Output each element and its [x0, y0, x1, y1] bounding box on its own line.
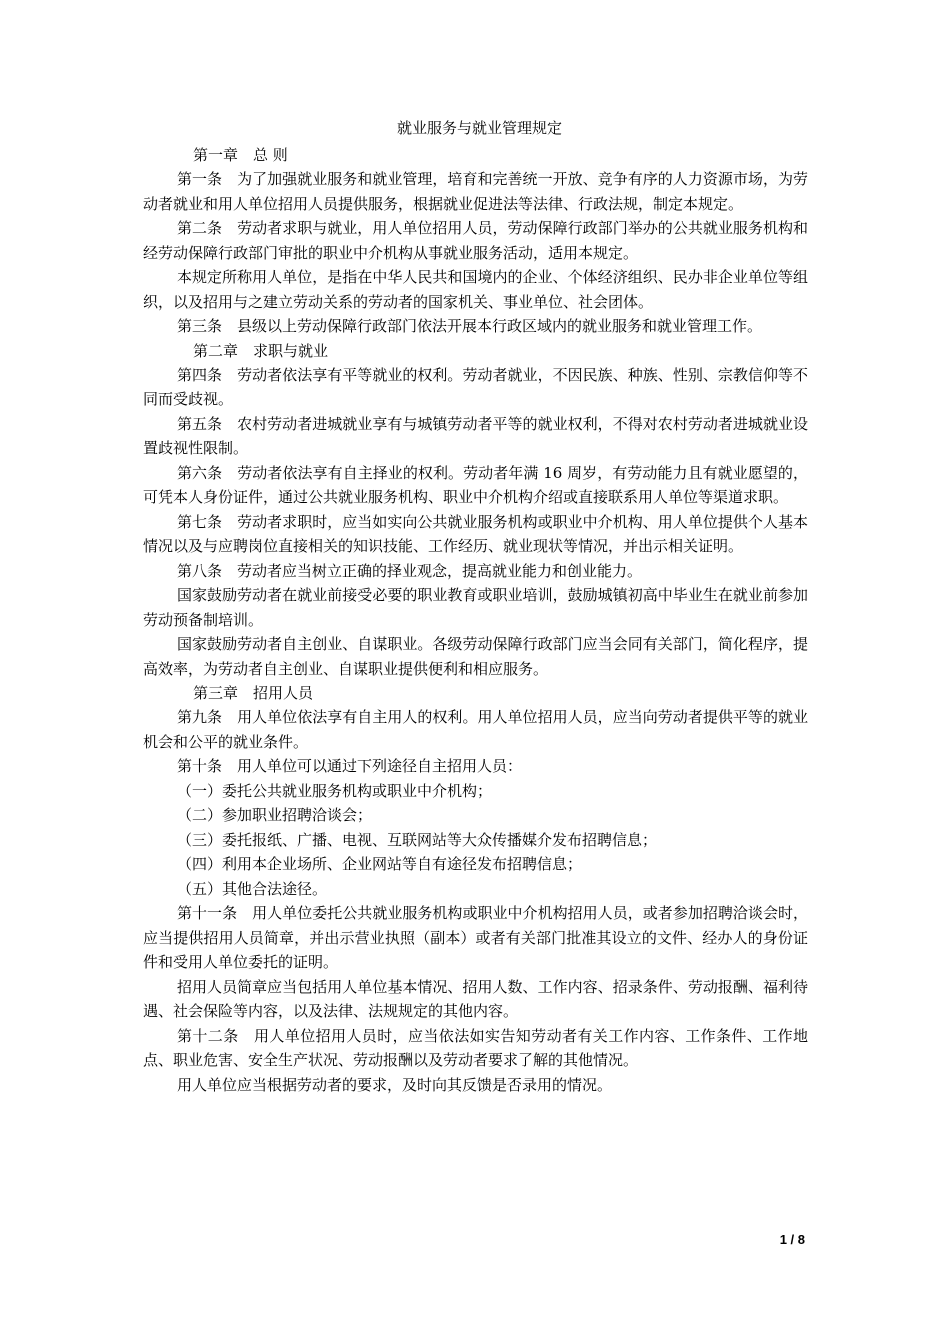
list-item: （五）其他合法途径。: [177, 879, 328, 898]
paragraph: 第五条 农村劳动者进城就业享有与城镇劳动者平等的就业权利，不得对农村劳动者进城就业设置歧视性限制。: [143, 414, 808, 457]
document-blocks: [143, 143, 808, 1097]
list-item: （四）利用本企业场所、企业网站等自有途径发布招聘信息；: [177, 855, 583, 873]
paragraph: 第七条 劳动者求职时，应当如实向公共就业服务机构或职业中介机构、用人单位提供个人基本情况以及与应聘岗位直接相关的知识技能、工作经历、就业现状等情况，并出示相关证明。: [143, 512, 808, 555]
chapter-heading: 第二章 求职与就业: [193, 341, 329, 360]
list-item: （三）委托报纸、广播、电视、互联网站等大众传播媒介发布招聘信息；: [177, 830, 658, 849]
list-item: （一）委托公共就业服务机构或职业中介机构；: [177, 781, 493, 800]
paragraph: 第六条 劳动者依法享有自主择业的权利。劳动者年满 16 周岁，有劳动能力且有就业愿望的，可凭本人身份证件，通过公共就业服务机构、职业中介机构介绍或直接联系用人单位等渠道求职。: [143, 463, 808, 506]
paragraph: 第二条 劳动者求职与就业，用人单位招用人员，劳动保障行政部门举办的公共就业服务机构和经劳动保障行政部门审批的职业中介机构从事就业服务活动，适用本规定。: [143, 219, 808, 262]
paragraph: 用人单位应当根据劳动者的要求，及时向其反馈是否录用的情况。: [177, 1075, 613, 1094]
document-body: [143, 115, 808, 1097]
paragraph: 第一条 为了加强就业服务和就业管理，培育和完善统一开放、竞争有序的人力资源市场，为劳动者就业和用人单位招用人员提供服务，根据就业促进法等法律、行政法规，制定本规定。: [143, 170, 808, 213]
paragraph: 招用人员简章应当包括用人单位基本情况、招用人数、工作内容、招录条件、劳动报酬、福利待遇、社会保险等内容，以及法律、法规规定的其他内容。: [143, 977, 808, 1020]
list-item: （二）参加职业招聘洽谈会；: [177, 806, 373, 824]
paragraph: 第十二条 用人单位招用人员时，应当依法如实告知劳动者有关工作内容、工作条件、工作地点、职业危害、安全生产状况、劳动报酬以及劳动者要求了解的其他情况。: [143, 1026, 808, 1069]
paragraph: 本规定所称用人单位，是指在中华人民共和国境内的企业、个体经济组织、民办非企业单位等组织，以及招用与之建立劳动关系的劳动者的国家机关、事业单位、社会团体。: [143, 268, 808, 311]
document-title: 就业服务与就业管理规定: [396, 119, 562, 137]
paragraph: 第十条 用人单位可以通过下列途径自主招用人员：: [177, 757, 523, 775]
paragraph: 第九条 用人单位依法享有自主用人的权利。用人单位招用人员，应当向劳动者提供平等的就业机会和公平的就业条件。: [143, 708, 808, 751]
paragraph: 第三条 县级以上劳动保障行政部门依法开展本行政区域内的就业服务和就业管理工作。: [177, 317, 763, 335]
paragraph: 国家鼓励劳动者自主创业、自谋职业。各级劳动保障行政部门应当会同有关部门，简化程序，提高效率，为劳动者自主创业、自谋职业提供便利和相应服务。: [143, 635, 808, 678]
chapter-heading: 第一章 总 则: [193, 146, 288, 164]
paragraph: 第四条 劳动者依法享有平等就业的权利。劳动者就业，不因民族、种族、性别、宗教信仰等不同而受歧视。: [143, 365, 808, 408]
paragraph: 第八条 劳动者应当树立正确的择业观念，提高就业能力和创业能力。: [177, 561, 643, 580]
page-number: 1 / 8: [779, 1232, 805, 1247]
paragraph: 国家鼓励劳动者在就业前接受必要的职业教育或职业培训，鼓励城镇初高中毕业生在就业前参加劳动预备制培训。: [143, 586, 808, 629]
chapter-heading: 第三章 招用人员: [193, 684, 314, 702]
paragraph: 第十一条 用人单位委托公共就业服务机构或职业中介机构招用人员，或者参加招聘洽谈会时，应当提供招用人员简章，并出示营业执照（副本）或者有关部门批准其设立的文件、经办人的身份证件和受用人单位委托的证明。: [143, 904, 808, 971]
